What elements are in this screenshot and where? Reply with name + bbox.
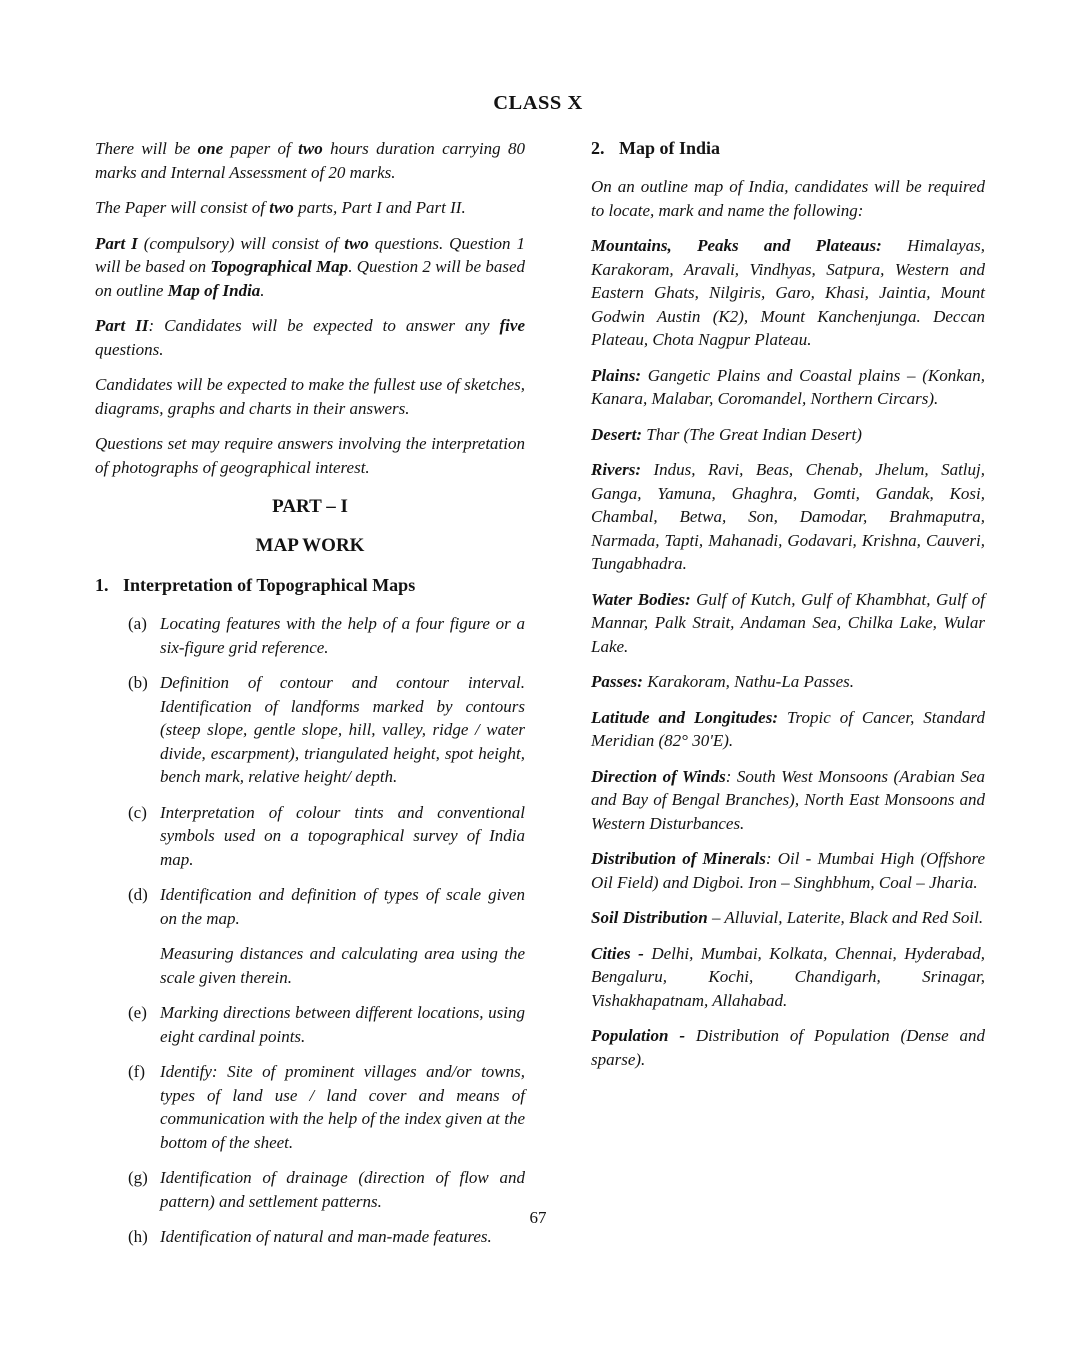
bold-text-run: two (298, 139, 323, 158)
entry-population (591, 1024, 985, 1071)
entry-text: : Oil - Mumbai High (Offshore Oil Field) and Digboi. Iron – Singhbhum, Coal – Jharia. (591, 849, 985, 892)
intro-paragraph-1 (95, 137, 525, 184)
entry-text: Thar (The Great Indian Desert) (641, 424, 862, 444)
text-run: questions. Question 1 will be based on (95, 233, 526, 276)
entry-lead: Soil Distribution (591, 908, 708, 927)
list-item-text: Identification of natural and man-made features. (160, 1227, 492, 1246)
list-item-text: Identify: Site of prominent villages and/or towns, types of land use / land cover and means of communication with the help of the index given at the bottom of the sheet. (160, 1062, 525, 1152)
entry-soil-distribution (591, 906, 985, 930)
two-column-layout (95, 137, 985, 1261)
bold-text-run: two (344, 233, 369, 253)
list-item (128, 1166, 525, 1213)
bold-text-run: Topographical Map (210, 257, 349, 276)
entry-text: – Alluvial, Laterite, Black and Red Soil. (707, 908, 984, 927)
entry-lead: Desert: (591, 424, 642, 444)
list-item-label: (f) (128, 1062, 145, 1081)
list-item (128, 1001, 525, 1048)
section-title: Interpretation of Topographical Maps (123, 575, 416, 595)
list-item (128, 671, 525, 789)
list-item-label: (a) (128, 614, 147, 633)
photographs-paragraph: Questions set may require answers involving the interpretation of photographs of geographical interest. (95, 434, 525, 477)
entry-text: Distribution of Population (Dense and sparse). (591, 1026, 986, 1069)
text-run: . (260, 280, 265, 300)
text-run: paper of (223, 139, 299, 158)
bold-text-run: five (499, 316, 525, 335)
text-run: There will be (95, 139, 198, 158)
text-run: : Candidates will be expected to answer any (148, 316, 500, 335)
entry-plains (591, 364, 985, 411)
entry-lead: Population - (591, 1026, 686, 1045)
entry-text: Tropic of Cancer, Standard Meridian (82° 30'E). (591, 707, 985, 750)
entry-direction-of-winds (591, 765, 985, 836)
list-item-text: Marking directions between different locations, using eight cardinal points. (160, 1003, 525, 1046)
text-run: (compulsory) will consist of (137, 233, 345, 253)
map-work-heading: MAP WORK (255, 535, 365, 556)
entry-lead: Distribution of Minerals (591, 849, 766, 868)
bold-text-run: one (197, 139, 224, 158)
list-item-label: (c) (128, 802, 147, 822)
page-title: CLASS X (493, 92, 583, 114)
entry-lead: Latitude and Longitudes: (591, 707, 779, 727)
list-item-label: (b) (128, 673, 148, 692)
section-title: Map of India (619, 138, 721, 158)
page-number: 67 (529, 1208, 547, 1227)
text-run: questions. (95, 339, 164, 359)
entry-lead: Rivers: (591, 460, 642, 479)
entry-lead: Direction of Winds (591, 766, 726, 786)
list-item-text: Identification and definition of types of scale given on the map. (160, 885, 525, 928)
list-item-text: Locating features with the help of a four figure or a six-figure grid reference. (160, 614, 525, 657)
text-run: parts, Part I and Part II. (293, 198, 466, 217)
entry-desert (591, 423, 985, 447)
text-run: . Question 2 will be based on outline (95, 257, 525, 300)
text-run: The Paper will consist of (95, 198, 270, 217)
list-item-label: (d) (128, 885, 148, 904)
entry-rivers (591, 458, 985, 576)
list-item (128, 801, 525, 872)
entry-lead: Passes: (591, 672, 643, 691)
section-heading-topographical-maps (95, 574, 525, 597)
part1-description-paragraph (95, 232, 525, 303)
intro-paragraph-2 (95, 196, 525, 220)
entry-text: Delhi, Mumbai, Kolkata, Chennai, Hyderabad, Bengaluru, Kochi, Chandigarh, Srinagar, Vishakhapatnam, Allahabad. (591, 943, 985, 1010)
list-item-label: (h) (128, 1227, 148, 1246)
entry-water-bodies (591, 588, 985, 659)
bold-text-run: two (269, 198, 294, 217)
sketches-paragraph: Candidates will be expected to make the fullest use of sketches, diagrams, graphs and charts in their answers. (95, 375, 525, 418)
entry-text: Karakoram, Nathu-La Passes. (642, 672, 855, 691)
section-number: 2. (591, 138, 605, 158)
entry-lead: Plains: (591, 365, 642, 385)
part-heading: PART – I (272, 496, 348, 517)
list-item (128, 1060, 525, 1154)
part2-description-paragraph (95, 314, 525, 361)
bold-text-run: Map of India (167, 280, 261, 300)
map-of-india-intro-paragraph: On an outline map of India, candidates will be required to locate, mark and name the following: (591, 177, 985, 220)
list-item-text: Identification of drainage (direction of flow and pattern) and settlement patterns. (160, 1168, 525, 1211)
bold-text-run: Part I (95, 233, 138, 253)
right-column (591, 137, 985, 1261)
entry-passes (591, 670, 985, 694)
entry-lead: Cities - (591, 943, 644, 963)
entry-lead: Mountains, Peaks and Plateaus: (591, 236, 882, 255)
bold-text-run: Part II (95, 316, 149, 335)
entry-latitude-longitudes (591, 706, 985, 753)
entry-cities (591, 942, 985, 1013)
entry-mountains (591, 234, 985, 352)
entry-text: Indus, Ravi, Beas, Chenab, Jhelum, Satluj, Ganga, Yamuna, Ghaghra, Gomti, Gandak, Kosi, Chambal, Betwa, Son, Damodar, Brahmaputra, Narmada, Tapti, Mahanadi, Godavari, Krishna, Cauveri, Tungabhadra. (591, 460, 985, 573)
section-heading-map-of-india (591, 137, 985, 160)
entry-distribution-of-minerals (591, 847, 985, 894)
list-item (128, 612, 525, 659)
text-run: hours duration carrying 80 marks and Internal Assessment of 20 marks. (95, 139, 525, 182)
list-item (128, 883, 525, 930)
list-item-continuation: Measuring distances and calculating area using the scale given therein. (160, 944, 525, 987)
section-number: 1. (95, 575, 109, 595)
entry-text: : South West Monsoons (Arabian Sea and Bay of Bengal Branches), North East Monsoons and Western Disturbances. (591, 766, 985, 833)
entry-text: Gulf of Kutch, Gulf of Khambhat, Gulf of Mannar, Palk Strait, Andaman Sea, Chilka Lake, Wular Lake. (591, 589, 985, 656)
left-column (95, 137, 525, 1261)
list-item-text: Interpretation of colour tints and conventional symbols used on a topographical survey of India map. (160, 802, 525, 869)
list-item-label: (g) (128, 1168, 148, 1187)
list-item (128, 1225, 525, 1249)
entry-lead: Water Bodies: (591, 589, 691, 609)
entry-text: Himalayas, Karakoram, Aravali, Vindhyas, Satpura, Western and Eastern Ghats, Nilgiris, Garo, Khasi, Jaintia, Mount Godwin Austin (K2), Mount Kanchenjunga. Deccan Plateau, Chota Nagpur Plateau. (591, 236, 985, 349)
list-item-label: (e) (128, 1003, 147, 1022)
entry-text: Gangetic Plains and Coastal plains – (Konkan, Kanara, Malabar, Coromandel, Northern Circars). (591, 365, 985, 408)
list-item-text: Definition of contour and contour interval. Identification of landforms marked by contours (steep slope, gentle slope, hill, valley, ridge / water divide, escarpment), triangulated height, spot height, bench mark, relative height/ depth. (160, 673, 525, 786)
